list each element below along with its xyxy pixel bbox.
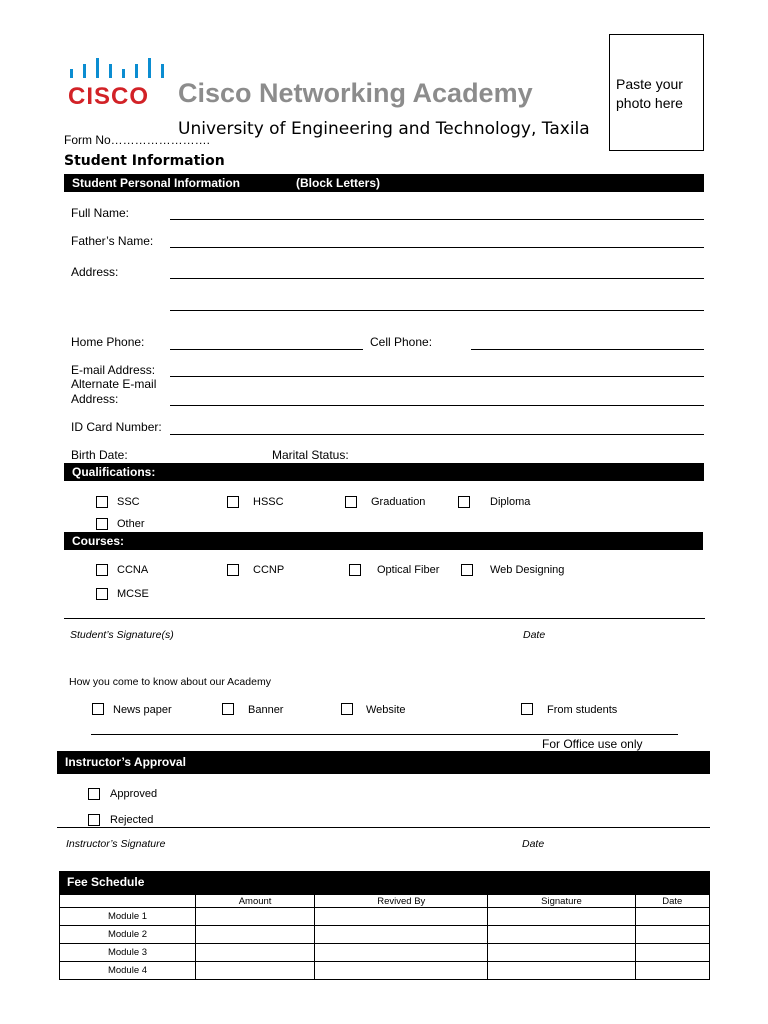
student-signature-label: Student’s Signature(s) [70, 629, 174, 641]
other-label: Other [117, 518, 145, 530]
full-name-label: Full Name: [71, 206, 130, 220]
fee-signature-cell[interactable] [488, 944, 635, 962]
web-designing-checkbox[interactable] [461, 564, 473, 576]
diploma-label: Diploma [490, 496, 531, 508]
ccna-label: CCNA [117, 564, 149, 576]
personal-info-label: Student Personal Information [72, 176, 241, 190]
table-row [60, 944, 710, 962]
instructor-signature-label: Instructor’s Signature [66, 838, 166, 850]
approved-label: Approved [110, 788, 158, 800]
full-name-field[interactable] [170, 219, 704, 220]
fee-signature-cell[interactable] [488, 908, 635, 926]
block-letters-note: (Block Letters) [296, 176, 381, 190]
banner-checkbox[interactable] [222, 703, 234, 715]
office-use-label: For Office use only [542, 737, 643, 751]
table-row [60, 926, 710, 944]
cell-phone-label: Cell Phone: [370, 335, 433, 349]
diploma-checkbox[interactable] [458, 496, 470, 508]
mcse-label: MCSE [117, 588, 149, 600]
website-checkbox[interactable] [341, 703, 353, 715]
fee-revived-by-cell[interactable] [315, 962, 488, 980]
rejected-label: Rejected [110, 814, 154, 826]
instructor-date-label: Date [522, 838, 545, 850]
other-checkbox[interactable] [96, 518, 108, 530]
section-title: Student Information [64, 153, 225, 169]
alt-email-field[interactable] [170, 405, 704, 406]
photo-box-text: Paste your photo here [616, 76, 683, 111]
ssc-label: SSC [117, 496, 140, 508]
web-designing-label: Web Designing [490, 564, 565, 576]
id-card-label: ID Card Number: [71, 420, 162, 434]
fee-module-cell: Module 1 [60, 908, 196, 926]
student-signature-line[interactable] [64, 618, 705, 619]
graduation-label: Graduation [371, 496, 426, 508]
fee-schedule-table [59, 894, 710, 980]
fee-amount-cell[interactable] [196, 926, 315, 944]
fee-signature-cell[interactable] [488, 962, 635, 980]
optical-fiber-checkbox[interactable] [349, 564, 361, 576]
fee-header-revived-by: Revived By [315, 895, 488, 908]
fee-schedule-bar: Fee Schedule [59, 871, 710, 894]
table-row [60, 908, 710, 926]
address-field-1[interactable] [170, 278, 704, 279]
qualifications-bar: Qualifications: [64, 463, 704, 481]
banner-label: Banner [248, 704, 284, 716]
id-card-field[interactable] [170, 434, 704, 435]
fee-date-cell[interactable] [635, 926, 709, 944]
fee-amount-cell[interactable] [196, 962, 315, 980]
fee-signature-cell[interactable] [488, 926, 635, 944]
instructor-approval-bar: Instructor’s Approval [57, 751, 710, 774]
address-label: Address: [71, 265, 119, 279]
fee-amount-cell[interactable] [196, 908, 315, 926]
birth-date-label: Birth Date: [71, 448, 128, 462]
mcse-checkbox[interactable] [96, 588, 108, 600]
ccnp-checkbox[interactable] [227, 564, 239, 576]
personal-info-bar [64, 174, 704, 192]
alt-email-label-1: Alternate E-mail [71, 377, 157, 391]
optical-fiber-label: Optical Fiber [377, 564, 440, 576]
rejected-checkbox[interactable] [88, 814, 100, 826]
cisco-logo [64, 46, 170, 116]
fathers-name-label: Father’s Name: [71, 234, 154, 248]
fee-date-cell[interactable] [635, 908, 709, 926]
fee-header-module [60, 895, 196, 908]
courses-bar: Courses: [64, 532, 703, 550]
newspaper-checkbox[interactable] [92, 703, 104, 715]
fee-module-cell: Module 2 [60, 926, 196, 944]
email-label: E-mail Address: [71, 363, 156, 377]
email-field[interactable] [170, 376, 704, 377]
ccnp-label: CCNP [253, 564, 285, 576]
approved-checkbox[interactable] [88, 788, 100, 800]
hssc-checkbox[interactable] [227, 496, 239, 508]
fee-revived-by-cell[interactable] [315, 926, 488, 944]
fathers-name-field[interactable] [170, 247, 704, 248]
marital-status-label: Marital Status: [272, 448, 349, 462]
home-phone-field[interactable] [170, 349, 363, 350]
fee-amount-cell[interactable] [196, 944, 315, 962]
newspaper-label: News paper [113, 704, 172, 716]
fee-module-cell: Module 3 [60, 944, 196, 962]
from-students-label: From students [547, 704, 618, 716]
fee-date-cell[interactable] [635, 962, 709, 980]
address-field-2[interactable] [170, 310, 704, 311]
know-about-question: How you come to know about our Academy [69, 676, 271, 688]
home-phone-label: Home Phone: [71, 335, 145, 349]
student-date-label: Date [523, 629, 546, 641]
cell-phone-field[interactable] [471, 349, 704, 350]
hssc-label: HSSC [253, 496, 284, 508]
fee-revived-by-cell[interactable] [315, 944, 488, 962]
ssc-checkbox[interactable] [96, 496, 108, 508]
fee-header-row [60, 895, 710, 908]
graduation-checkbox[interactable] [345, 496, 357, 508]
office-divider [91, 734, 678, 735]
fee-date-cell[interactable] [635, 944, 709, 962]
fee-header-signature: Signature [488, 895, 635, 908]
page-subtitle: University of Engineering and Technology, Taxila [178, 119, 590, 139]
instructor-signature-line[interactable] [57, 827, 710, 828]
fee-header-amount: Amount [196, 895, 315, 908]
fee-header-date: Date [635, 895, 709, 908]
ccna-checkbox[interactable] [96, 564, 108, 576]
fee-revived-by-cell[interactable] [315, 908, 488, 926]
table-row [60, 962, 710, 980]
website-label: Website [366, 704, 406, 716]
from-students-checkbox[interactable] [521, 703, 533, 715]
fee-module-cell: Module 4 [60, 962, 196, 980]
alt-email-label-2: Address: [71, 392, 119, 406]
photo-box [609, 34, 704, 151]
cisco-logo-text: CISCO [68, 83, 150, 110]
page-title: Cisco Networking Academy [178, 78, 533, 108]
form-number: Form No……………………. [64, 133, 211, 147]
